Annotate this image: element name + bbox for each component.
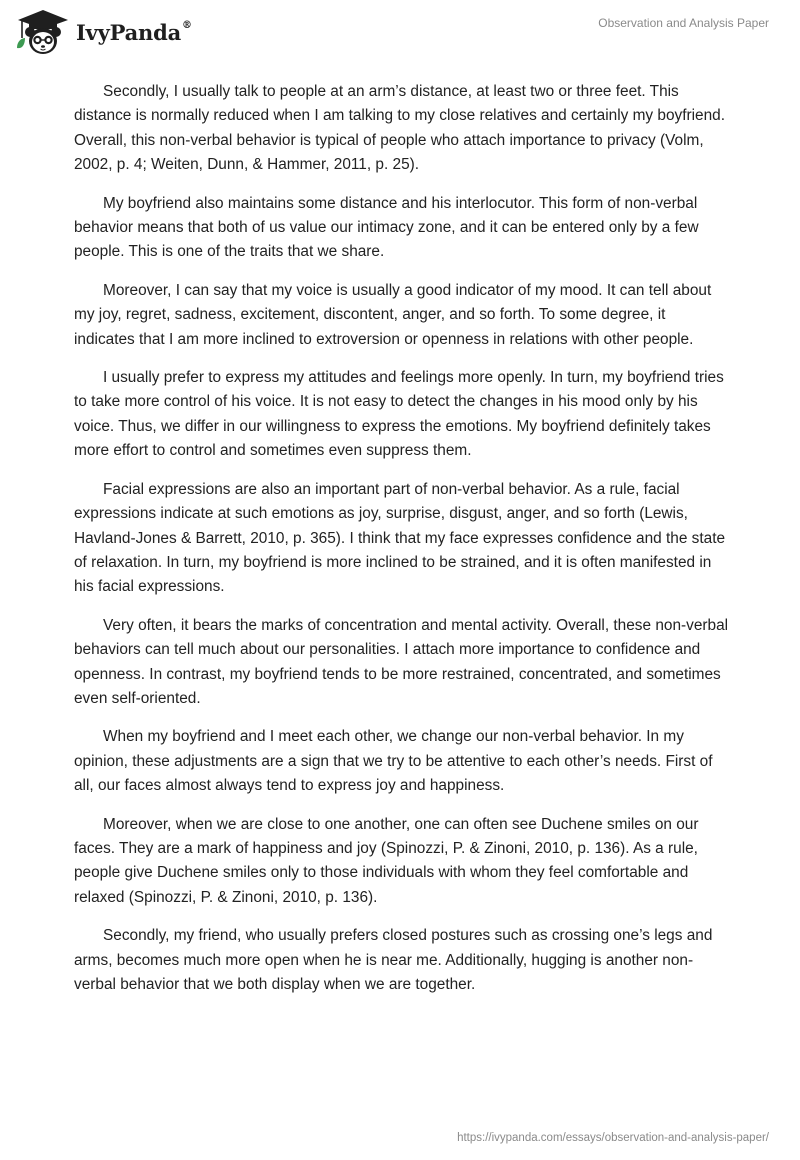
paragraph: My boyfriend also maintains some distance and his interlocutor. This form of non-verbal behavior means that both of us value our intimacy zone, and it can be entered only by a few people. This is one of the traits that we share. (74, 194, 699, 261)
registered-mark: ® (182, 20, 192, 31)
paragraph: Very often, it bears the marks of concentration and mental activity. Overall, these non-verbal behaviors can tell much about our personalities. I attach more importance to confidence and openness. In contrast, my boyfriend tends to be more restrained, concentrated, and sometimes even self-oriented. (74, 616, 729, 707)
essay-body (74, 80, 730, 1011)
paragraph: Secondly, my friend, who usually prefers closed postures such as crossing one’s legs and arms, becomes much more open when he is near me. Additionally, hugging is another non-verbal behavior that we both display when we are together. (74, 927, 713, 993)
brand-name-text: IvyPanda (76, 20, 182, 45)
paragraph: Secondly, I usually talk to people at an arm’s distance, at least two or three feet. This distance is normally reduced when I am talking to my close relatives and certainly my boyfriend. Overall, this non-verbal behavior is typical of people who attach importance to privacy (Volm, 2002, p. 4; Weiten, Dunn, & Hammer, 2011, p. 25). (74, 83, 725, 174)
paragraph: I usually prefer to express my attitudes and feelings more openly. In turn, my boyfriend tries to take more control of his voice. It is not easy to detect the changes in his mood only by his voice. Thus, we differ in our willingness to express the emotions. My boyfriend definitely takes more effort to control and sometimes even suppress them. (74, 369, 724, 460)
ivypanda-logo[interactable] (14, 8, 214, 58)
source-url[interactable]: https://ivypanda.com/essays/observation-and-analysis-paper/ (457, 1132, 769, 1144)
document-title: Observation and Analysis Paper (598, 16, 769, 30)
panda-graduation-cap-icon (14, 8, 72, 56)
paragraph: Moreover, I can say that my voice is usually a good indicator of my mood. It can tell about my joy, regret, sadness, excitement, discontent, anger, and so forth. To some degree, it indicates that I am more inclined to extroversion or openness in relations with other people. (74, 281, 712, 348)
page-header (0, 0, 800, 70)
paragraph: When my boyfriend and I meet each other, we change our non-verbal behavior. In my opinion, these adjustments are a sign that we try to be attentive to each other’s needs. First of all, our faces almost always tend to express joy and happiness. (74, 728, 713, 795)
paragraph: Moreover, when we are close to one another, one can often see Duchene smiles on our faces. They are a mark of happiness and joy (Spinozzi, P. & Zinoni, 2010, p. 136). As a rule, people give Duchene smiles only to those individuals with whom they feel comfortable and relaxed (Spinozzi, P. & Zinoni, 2010, p. 136). (74, 815, 699, 906)
brand-name (76, 20, 192, 45)
paragraph: Facial expressions are also an important part of non-verbal behavior. As a rule, facial expressions indicate at such emotions as joy, surprise, disgust, anger, and so forth (Lewis, Havland-Jones & Barrett, 2010, p. 365). I think that my face expresses confidence and the state of relaxation. In turn, my boyfriend is more inclined to be strained, and it is often manifested in his facial expressions. (74, 480, 726, 596)
